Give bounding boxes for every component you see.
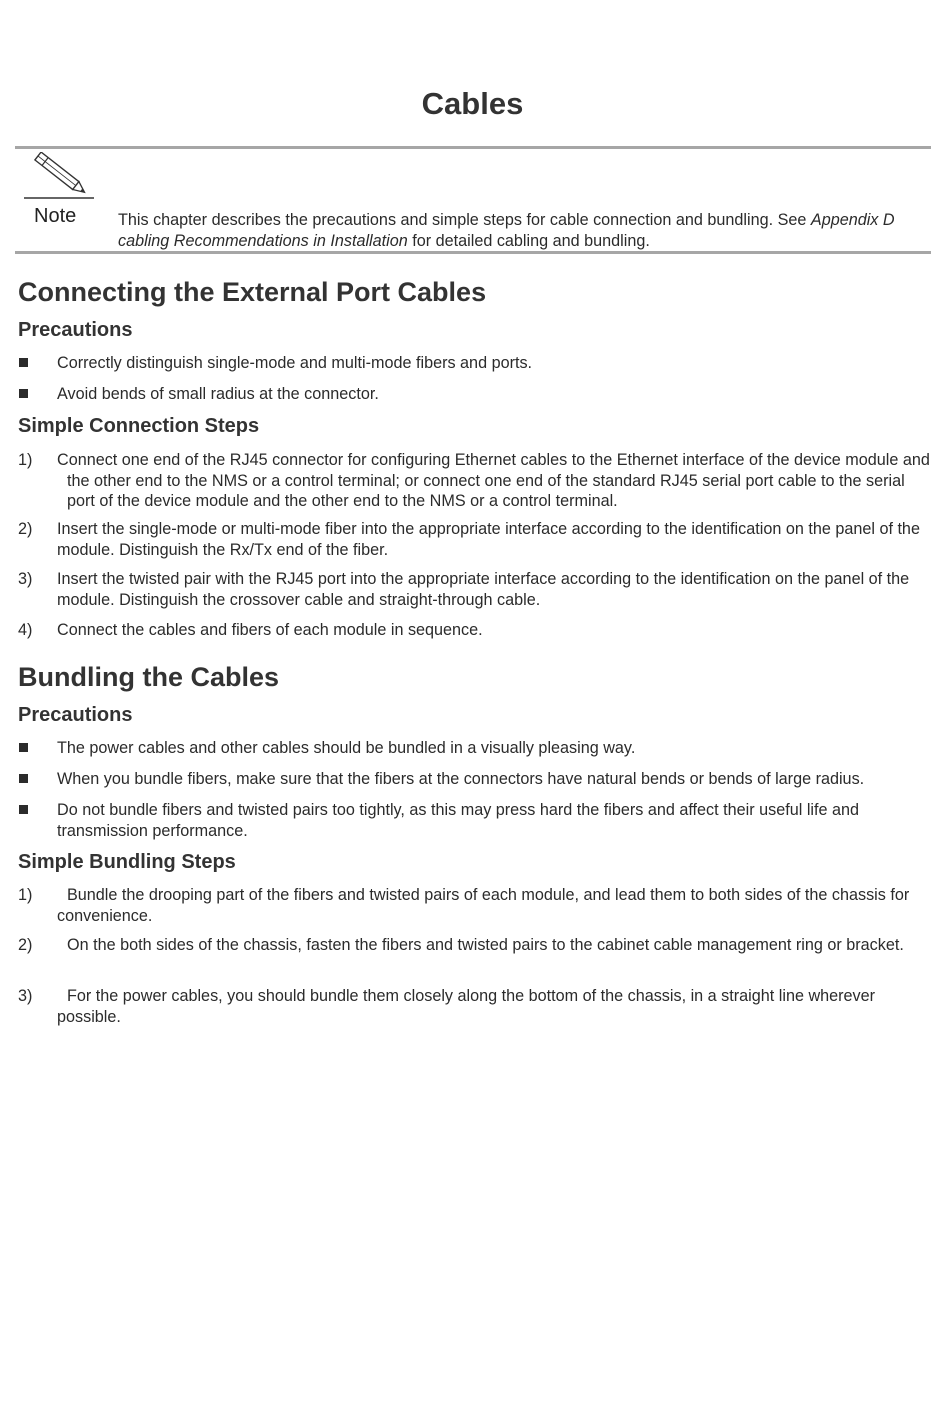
appendix-reference: Appendix D cabling Recommendations in Installation [118,211,895,250]
pencil-icon [22,152,100,202]
list-item: 3) For the power cables, you should bundle them closely along the bottom of the chassis, in a straight line wherever possible. [18,987,876,1026]
bullet-square-icon [19,774,28,783]
note-top-rule [15,146,931,149]
page-title: Cables [421,86,524,121]
list-item: The power cables and other cables should be bundled in a visually pleasing way. [18,738,933,759]
bullet-square-icon [19,358,28,367]
list-item: 2) On the both sides of the chassis, fasten the fibers and twisted pairs to the cabinet cable management ring or bracket. [18,936,904,954]
list-item: Avoid bends of small radius at the connector. [18,384,933,405]
section-heading-bundling: Bundling the Cables [18,662,280,692]
note-text: This chapter describes the precautions and simple steps for cable connection and bundling. See Appendix D cabling Recommendations in Installation for detailed cabling and bundling. [118,211,895,250]
steps-heading-connection: Simple Connection Steps [18,415,260,437]
bullet-square-icon [19,743,28,752]
precautions-heading-bundling: Precautions [18,704,133,726]
list-item: 2) Insert the single-mode or multi-mode fiber into the appropriate interface according to the identification on the panel of the module. Distinguish the Rx/Tx end of the fiber. [18,520,920,559]
list-item: Correctly distinguish single-mode and multi-mode fibers and ports. [18,353,933,374]
list-item: 1) Connect one end of the RJ45 connector for configuring Ethernet cables to the Ethernet interface of the device module and the other end to the NMS or a control terminal; or connect one end of the standard RJ45 serial port cable to the serial port of the device module and the other end to the NMS or a control terminal. [18,451,930,510]
steps-heading-bundling: Simple Bundling Steps [18,851,236,873]
note-bottom-rule [15,251,931,254]
list-item: Do not bundle fibers and twisted pairs too tightly, as this may press hard the fibers and affect their useful life and transmission performance. [18,800,933,841]
list-item: 1) Bundle the drooping part of the fibers and twisted pairs of each module, and lead them to both sides of the chassis for convenience. [18,886,910,925]
note-label: Note [34,205,77,227]
section-heading-connecting: Connecting the External Port Cables [18,277,487,307]
list-item: When you bundle fibers, make sure that the fibers at the connectors have natural bends or bends of large radius. [18,769,933,790]
list-item: 3) Insert the twisted pair with the RJ45 port into the appropriate interface according to the identification on the panel of the module. Distinguish the crossover cable and straight-through cable. [18,570,910,609]
list-item: 4) Connect the cables and fibers of each module in sequence. [18,621,483,639]
bullet-square-icon [19,389,28,398]
bullet-square-icon [19,805,28,814]
precautions-heading-connecting: Precautions [18,319,133,341]
